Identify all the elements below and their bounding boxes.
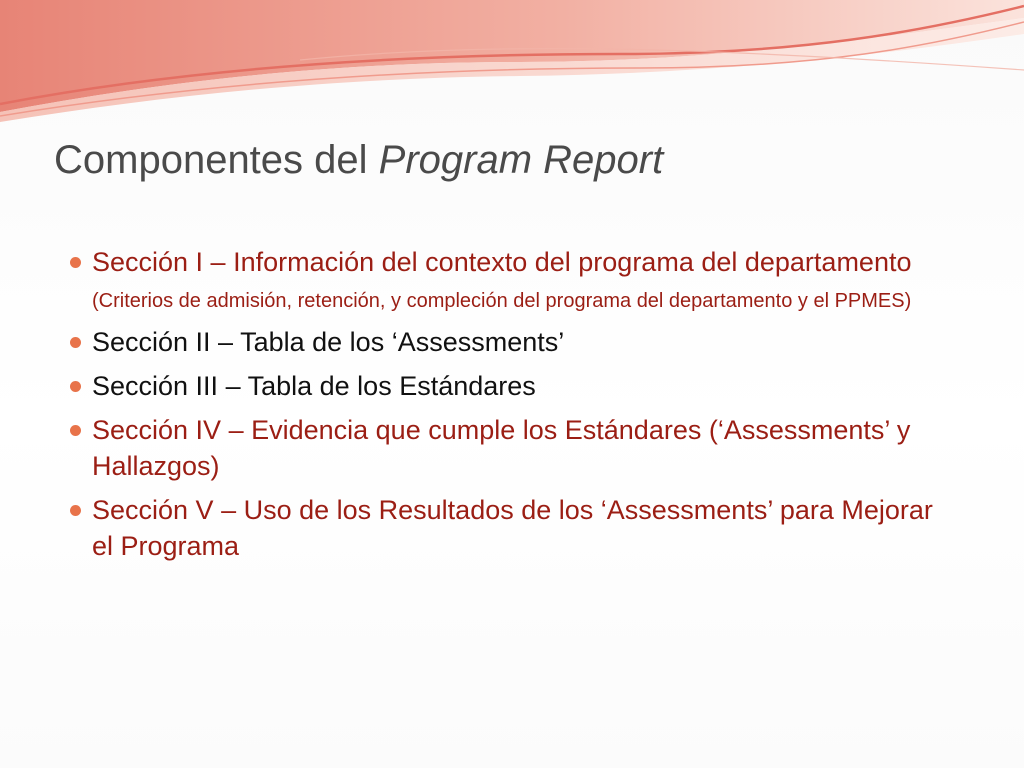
bullet-text: Sección V – Uso de los Resultados de los ‘Assessments’ para Mejorar el Programa [92,495,933,561]
bullet-dot-icon [70,381,81,392]
slide-title-main: Componentes del [54,138,379,182]
bullet-dot-icon [70,337,81,348]
bullet-item-seccion-1 [70,244,940,316]
bullet-text: Sección II – Tabla de los ‘Assessments’ [92,327,565,357]
bullet-note: (Criterios de admisión, retención, y compleción del programa del departamento y el PPMES) [92,290,912,312]
bullet-item-seccion-3 [70,368,940,404]
bullet-dot-icon [70,257,81,268]
bullet-item-seccion-4 [70,412,940,484]
slide-title [54,134,974,186]
bullet-list [70,244,940,572]
bullet-item-seccion-5 [70,492,940,564]
decorative-wave-banner [0,0,1024,130]
bullet-dot-icon [70,505,81,516]
bullet-text: Sección IV – Evidencia que cumple los Estándares (‘Assessments’ y Hallazgos) [92,415,911,481]
slide-title-italic: Program Report [378,138,664,182]
bullet-text: Sección I – Información del contexto del programa del departamento [92,247,912,277]
bullet-dot-icon [70,425,81,436]
bullet-text: Sección III – Tabla de los Estándares [92,371,536,401]
bullet-item-seccion-2 [70,324,940,360]
